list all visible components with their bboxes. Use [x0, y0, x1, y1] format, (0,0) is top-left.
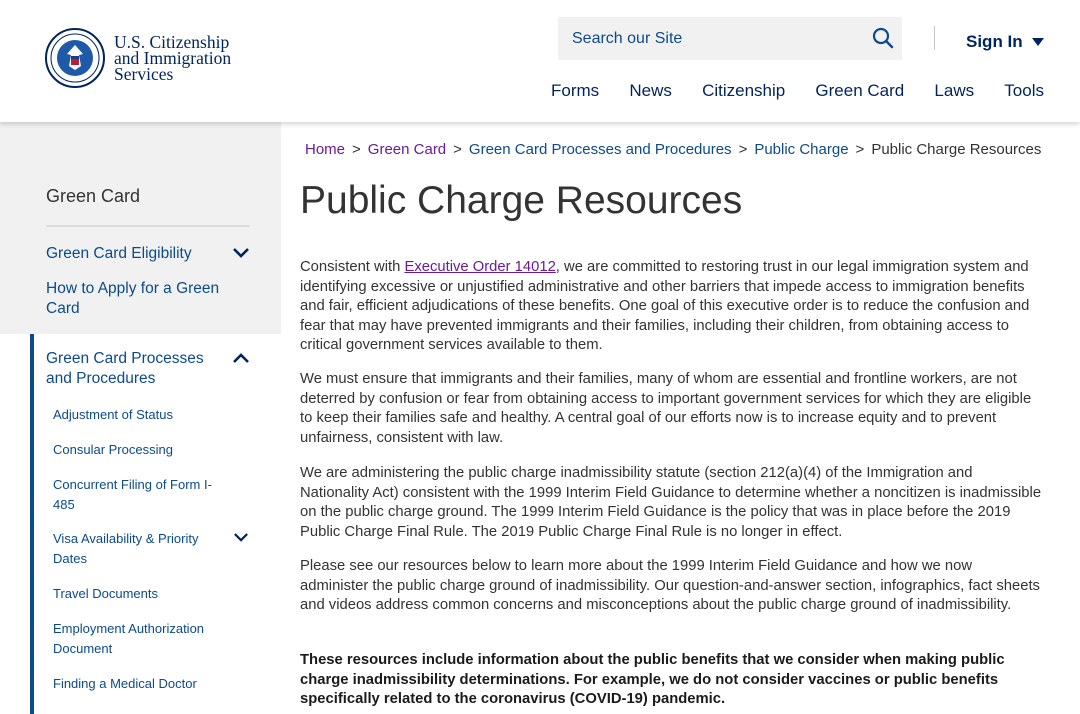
chevron-up-icon[interactable] — [233, 353, 249, 363]
paragraph-3: We are administering the public charge inadmissibility statute (section 212(a)(4) of the Immigration and Nationality Act) consistent with the 1999 Interim Field Guidance to determine whether a noncitizen is inadmissible on the public charge ground. The 1999 Interim Field Guidance is the policy that was in place before the 2019 Public Charge Final Rule. The 2019 Public Charge Final Rule is no longer in effect. — [300, 465, 1042, 540]
paragraph-4: Please see our resources below to learn more about the 1999 Interim Field Guidance and how we now administer the public charge ground of inadmissibility. Our question-and-answer section, infographics, fact sheets and videos address common concerns and misconceptions about the public charge ground of inadmissibility. — [300, 558, 1040, 613]
breadcrumb-separator: > — [352, 141, 361, 158]
logo-line-3: Services — [114, 64, 174, 84]
search-icon[interactable] — [872, 27, 894, 49]
breadcrumb-processes-procedures[interactable]: Green Card Processes and Procedures — [468, 141, 732, 158]
executive-order-link[interactable]: Executive Order 14012 — [404, 259, 556, 275]
chevron-down-icon[interactable] — [234, 533, 248, 542]
caret-down-icon — [1032, 38, 1044, 46]
breadcrumb-separator: > — [855, 141, 865, 158]
header-divider — [934, 26, 935, 50]
breadcrumb — [305, 141, 1041, 158]
sidebar-subitem-visa-availability[interactable]: Visa Availability & Priority Dates — [53, 531, 199, 566]
paragraph-1-text: , we are committed to restoring trust in our legal immigration system and identifying excessive or unjustified administrative and other barriers that impede access to immigration benefits and fair, efficient adjudications of these benefits. One goal of this executive order is to reduce the confusion and fear that may have prevented immigrants and their families, including their children, from obtaining access to critical government services available to them. — [300, 259, 1030, 353]
nav-laws[interactable]: Laws — [934, 81, 975, 100]
sidebar-item-green-card-eligibility[interactable]: Green Card Eligibility — [46, 245, 192, 262]
breadcrumb-separator: > — [453, 141, 462, 158]
paragraph-1-lead: Consistent with — [300, 259, 405, 275]
sign-in-label: Sign In — [966, 32, 1023, 51]
sidebar-subitem-travel-documents[interactable]: Travel Documents — [53, 586, 158, 601]
sidebar-subitem-consular-processing[interactable]: Consular Processing — [53, 442, 173, 457]
breadcrumb-green-card[interactable]: Green Card — [367, 141, 447, 158]
paragraph-5-bold: These resources include information about the public benefits that we consider when making public charge inadmissibility determinations. For example, we do not consider vaccines or public benefits specifically related to the coronavirus (COVID-19) pandemic. — [300, 652, 1005, 707]
sidebar-subitem-employment-authorization[interactable]: Employment Authorization Document — [53, 621, 205, 656]
breadcrumb-public-charge[interactable]: Public Charge — [754, 141, 849, 158]
main-nav — [551, 81, 1044, 101]
sidebar-divider — [46, 225, 250, 227]
sidebar-item-processes-procedures[interactable]: Green Card Processes and Procedures — [46, 350, 204, 387]
nav-forms[interactable]: Forms — [551, 81, 600, 100]
search-input[interactable] — [558, 17, 902, 60]
breadcrumb-current: Public Charge Resources — [871, 141, 1042, 158]
site-header — [0, 0, 1080, 122]
nav-citizenship[interactable]: Citizenship — [702, 81, 786, 100]
logo-text — [114, 34, 231, 82]
sidebar-subitem-finding-medical-doctor[interactable]: Finding a Medical Doctor — [53, 676, 197, 691]
sign-in-button[interactable] — [966, 32, 1044, 52]
sidebar-item-how-to-apply[interactable]: How to Apply for a Green Card — [46, 280, 220, 317]
logo-line-2: and Immigration — [114, 48, 232, 68]
nav-green-card[interactable]: Green Card — [815, 81, 905, 100]
uscis-logo[interactable] — [45, 28, 231, 88]
paragraph-1 — [300, 258, 1042, 356]
breadcrumb-home[interactable]: Home — [305, 141, 346, 158]
dhs-seal-icon — [45, 28, 105, 88]
page-title: Public Charge Resources — [300, 179, 743, 222]
sidebar-title: Green Card — [46, 186, 141, 206]
sidebar-subitem-adjustment-of-status[interactable]: Adjustment of Status — [53, 407, 173, 422]
chevron-down-icon[interactable] — [233, 248, 249, 258]
breadcrumb-separator: > — [738, 141, 748, 158]
search-placeholder: Search our Site — [572, 29, 683, 47]
paragraph-2: We must ensure that immigrants and their families, many of whom are essential and frontline workers, are not deterred by confusion or fear from obtaining access to important government services for which they are eligible to keep their families safe and healthy. A central goal of our efforts now is to increase equity and to prevent unfairness, consistent with law. — [300, 371, 1032, 446]
nav-tools[interactable]: Tools — [1004, 81, 1044, 100]
sidebar-subitem-concurrent-filing[interactable]: Concurrent Filing of Form I-485 — [53, 477, 212, 512]
nav-news[interactable]: News — [629, 81, 672, 100]
logo-line-1: U.S. Citizenship — [114, 32, 230, 52]
